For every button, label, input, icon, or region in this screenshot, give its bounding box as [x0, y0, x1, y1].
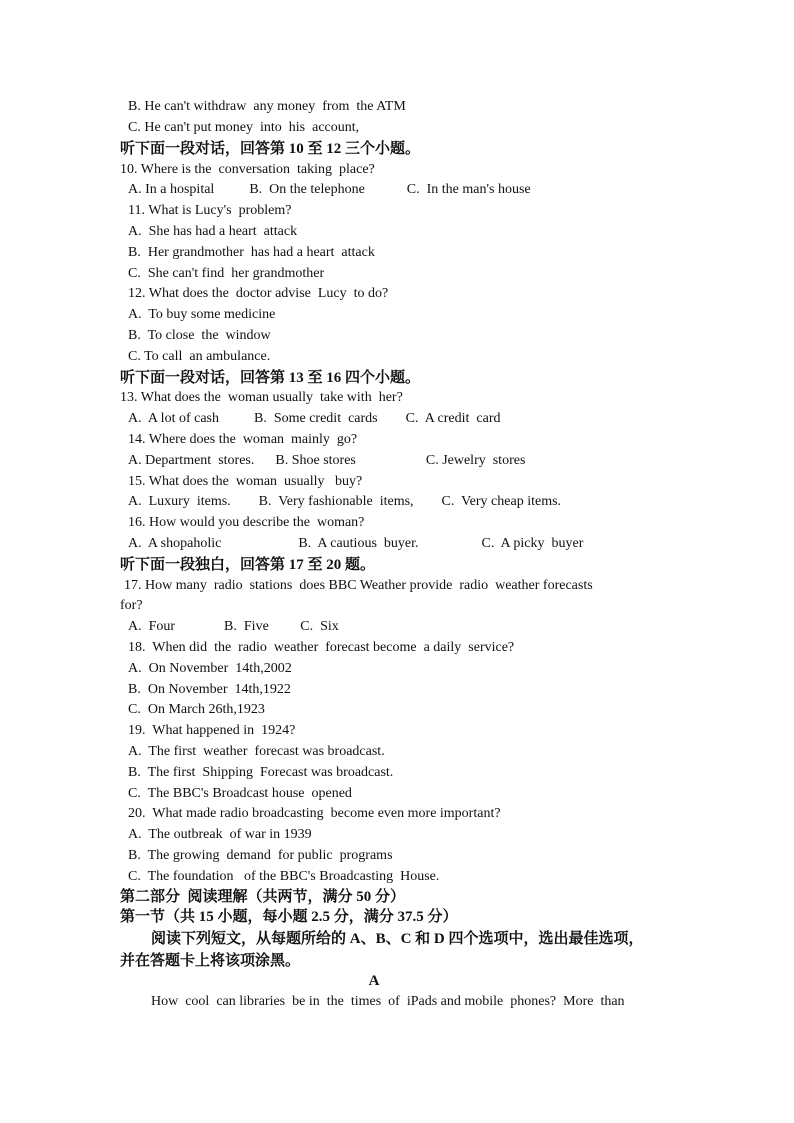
option-line: B. The first Shipping Forecast was broadcast. — [128, 765, 394, 780]
passage-title: A — [368, 973, 380, 989]
part-heading: 第二部分 阅读理解（共两节，满分 50 分） — [120, 889, 406, 905]
question-line: 16. How would you describe the woman? — [128, 515, 365, 530]
option-line: C. The BBC's Broadcast house opened — [128, 786, 352, 801]
option-line: A. On November 14th,2002 — [128, 661, 292, 676]
options-line: A. A lot of cash B. Some credit cards C. A credit card — [128, 411, 501, 426]
question-line: 11. What is Lucy's problem? — [128, 203, 292, 218]
question-line: 13. What does the woman usually take with her? — [120, 390, 403, 405]
options-line: A. In a hospital B. On the telephone C. In the man's house — [128, 182, 531, 197]
question-line: 18. When did the radio weather forecast become a daily service? — [128, 640, 515, 655]
options-line: A. A shopaholic B. A cautious buyer. C. A picky buyer — [128, 536, 584, 551]
question-line: 10. Where is the conversation taking place? — [120, 162, 375, 177]
instructions-line: 并在答题卡上将该项涂黑。 — [120, 953, 301, 969]
instructions-line: 阅读下列短文，从每题所给的 A、B、C 和 D 四个选项中，选出最佳选项， — [151, 931, 644, 947]
option-line: B. The growing demand for public programs — [128, 848, 393, 863]
option-line: B. On November 14th,1922 — [128, 682, 291, 697]
question-line: 12. What does the doctor advise Lucy to do? — [128, 286, 389, 301]
question-line: 17. How many radio stations does BBC Weather provide radio weather forecasts — [124, 578, 593, 593]
option-line: C. She can't find her grandmother — [128, 266, 325, 281]
option-line: B. To close the window — [128, 328, 271, 343]
option-line: B. Her grandmother has had a heart attack — [128, 245, 375, 260]
section-heading: 听下面一段对话，回答第 13 至 16 四个小题。 — [120, 370, 421, 386]
text-line: B. He can't withdraw any money from the ATM — [128, 99, 406, 114]
option-line: C. The foundation of the BBC's Broadcasting House. — [128, 869, 440, 884]
question-line: 20. What made radio broadcasting become even more important? — [128, 806, 501, 821]
question-line: 14. Where does the woman mainly go? — [128, 432, 358, 447]
passage-first-line: How cool can libraries be in the times of iPads and mobile phones? More than — [151, 994, 625, 1009]
options-line: A. Luxury items. B. Very fashionable items, C. Very cheap items. — [128, 494, 562, 509]
option-line: C. To call an ambulance. — [128, 349, 271, 364]
section-heading: 听下面一段对话，回答第 10 至 12 三个小题。 — [120, 141, 421, 157]
option-line: A. To buy some medicine — [128, 307, 276, 322]
option-line: A. She has had a heart attack — [128, 224, 298, 239]
section-heading: 第一节（共 15 小题，每小题 2.5 分，满分 37.5 分） — [120, 909, 458, 925]
question-line-continued: for? — [120, 598, 143, 613]
options-line: A. Four B. Five C. Six — [128, 619, 339, 634]
section-heading: 听下面一段独白，回答第 17 至 20 题。 — [120, 557, 376, 573]
text-line: C. He can't put money into his account, — [128, 120, 360, 135]
option-line: A. The outbreak of war in 1939 — [128, 827, 312, 842]
option-line: A. The first weather forecast was broadcast. — [128, 744, 385, 759]
options-line: A. Department stores. B. Shoe stores C. Jewelry stores — [128, 453, 526, 468]
option-line: C. On March 26th,1923 — [128, 702, 265, 717]
question-line: 19. What happened in 1924? — [128, 723, 296, 738]
question-line: 15. What does the woman usually buy? — [128, 474, 363, 489]
